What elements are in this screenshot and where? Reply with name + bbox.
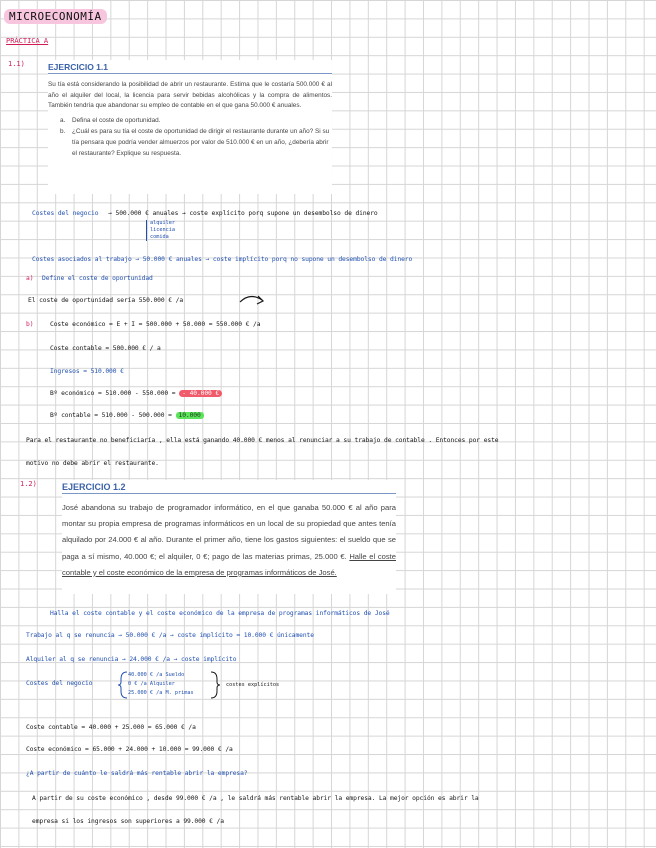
economic-cost-line-2: Coste económico = 65.000 + 24.000 + 10.000 = 99.000 € /a	[26, 746, 233, 753]
part-a-marker: a)	[26, 275, 34, 282]
conclusion-line-2: motivo no debe abrir el restaurante.	[26, 460, 159, 467]
note-ex2-heading: Halla el coste contable y el coste económico de la empresa de programas informáticos de José	[50, 610, 390, 617]
list-marker: a.	[60, 116, 66, 124]
list-marker: b.	[60, 128, 66, 136]
exercise-1-list	[48, 116, 332, 159]
conclusion-line-1: Para el restaurante no beneficiaría , ella está ganando 40.000 € menos al renunciar a su trabajo de contable . Entonces por este	[26, 437, 499, 444]
question-line: ¿A partir de cuánto le saldrá más rentable abrir la empresa?	[26, 770, 248, 777]
right-brace-icon	[210, 671, 220, 699]
exercise-2-text: José abandona su trabajo de programador informático, en el que ganaba 50.000 € al año para montar su propia empresa de programas informáticos en un local de su propiedad que antes tenía alquilado por 24.000 € al año. Durante el primer año, tiene los gastos siguientes: el sueldo que se paga a sí mismo, 40.000 €; el alquiler, 0 €; pago de las materias primas, 25.000 €. Halle el coste contable y el coste económico de la empresa de programas informáticos de José.	[62, 503, 396, 577]
list-item: a. Defina el coste de oportunidad.	[60, 116, 332, 127]
part-a-answer: El coste de oportunidad sería 550.000 € /a	[28, 297, 184, 304]
note-business-costs-2: Costes del negocio	[26, 680, 93, 687]
income-line: Ingresos = 510.000 €	[50, 368, 124, 375]
exercise-1-title: EJERCICIO 1.1	[48, 62, 332, 74]
note-business-costs-breakdown: alquiler licencia comida	[146, 220, 175, 241]
left-brace-icon	[118, 671, 128, 699]
practice-subtitle: PRÁCTICA A	[6, 37, 49, 45]
exercise-2-title: EJERCICIO 1.2	[62, 482, 396, 494]
note-work-costs: Costes asociados al trabajo → 50.000 € anuales → coste implícito porq no supone un desembolso de dinero	[32, 256, 413, 263]
exercise-1-text: Su tía está considerando la posibilidad de abrir un restaurante. Estima que le costaría 500.000 € al año el alquiler del local, la licencia para servir bebidas alcohólicas y la compra de alimentos. También tendría que abandonar su empleo de contable en el que gana 50.000 € anuales.	[48, 81, 332, 110]
answer-line-1: A partir de su coste económico , desde 99.000 € /a , le saldrá más rentable abrir la empresa. La mejor opción es abrir la	[32, 795, 479, 802]
list-item: b. ¿Cuál es para su tía el coste de oportunidad de dirigir el restaurante durante un año? Si su tía pensara que podría vender almuerzos por valor de 510.000 € en un año, ¿debería abrir el restaurante? Explique su respuesta.	[60, 127, 332, 159]
note-rent-opportunity: Alquiler al q se renuncia → 24.000 € /a → coste implícito	[26, 656, 237, 663]
exercise-1-number: 1.1)	[8, 60, 25, 68]
page-title: MICROECONOMÍA	[4, 9, 107, 24]
exercise-1-box	[48, 60, 332, 194]
accounting-profit-value: 10.000	[176, 412, 204, 419]
note-business-costs-breakdown-2: 40.000 € /a Sueldo 0 € /a Alquiler 25.000 € /a M. primas	[128, 672, 194, 696]
exercise-2-number: 1.2)	[20, 480, 37, 488]
part-a-heading: Define el coste de oportunidad	[42, 275, 153, 282]
note-work-opportunity: Trabajo al q se renuncia → 50.000 € /a → coste implícito = 10.000 € únicamente	[26, 632, 314, 639]
accounting-cost-line-2: Coste contable = 40.000 + 25.000 = 65.000 € /a	[26, 724, 196, 731]
explicit-costs-label: costes explícitos	[226, 682, 280, 688]
economic-profit-value: - 40.000 €	[179, 390, 222, 397]
exercise-2-box	[62, 480, 396, 594]
economic-profit-line: Bº económico = 510.000 - 550.000 = - 40.000 €	[50, 390, 222, 397]
answer-line-2: empresa si los ingresos son superiores a 99.000 € /a	[32, 818, 224, 825]
accounting-cost-line: Coste contable = 500.000 € / a	[50, 345, 161, 352]
accounting-profit-line: Bº contable = 510.000 - 500.000 = 10.000	[50, 412, 204, 419]
economic-cost-line: Coste económico = E + I = 500.000 + 50.000 = 550.000 € /a	[50, 321, 261, 328]
arrow-icon	[238, 292, 268, 310]
part-b-marker: b)	[26, 321, 34, 328]
note-business-costs: Costes del negocio → 500.000 € anuales → coste explícito porq supone un desembolso de dinero	[32, 210, 378, 217]
